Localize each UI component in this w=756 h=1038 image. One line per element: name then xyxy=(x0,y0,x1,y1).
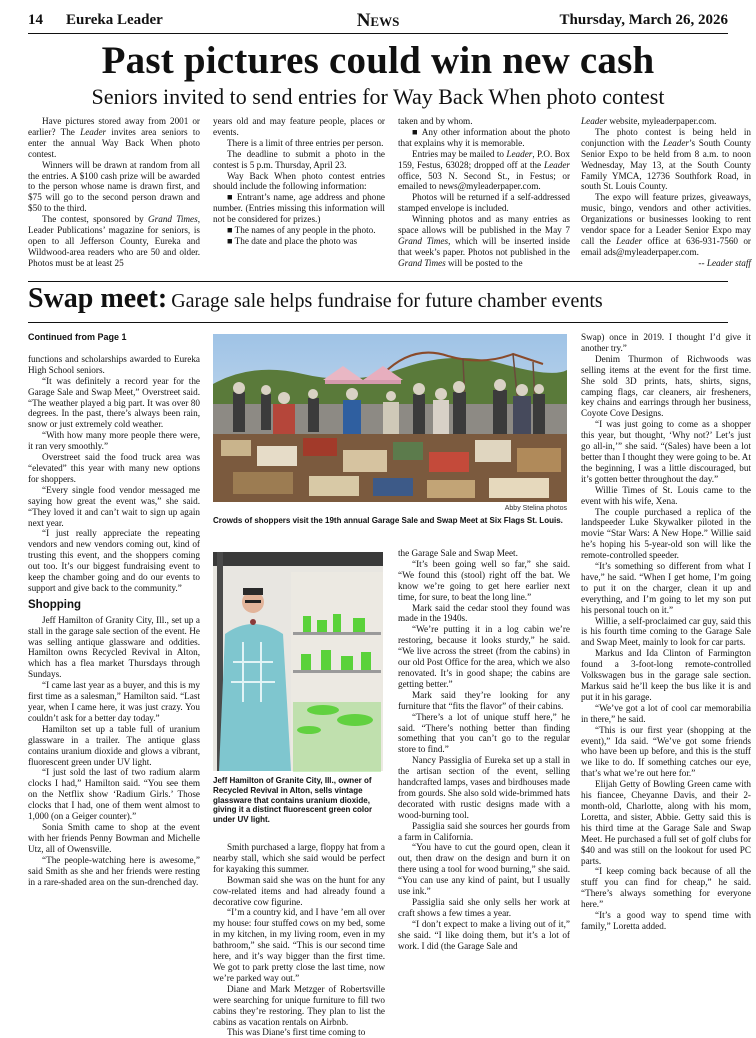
photo2-caption: Jeff Hamilton of Granite City, Ill., owner of Recycled Revival in Alton, sells vintage glassware that contains uranium dioxide, giving it a distinct fluorescent green color under UV light. xyxy=(213,776,373,825)
story-divider xyxy=(28,281,728,282)
story2-headline-text: Garage sale helps fundraise for future chamber events xyxy=(171,290,603,312)
story1-subhead: Seniors invited to send entries for Way Back When photo contest xyxy=(91,84,665,109)
story1-column-1: Have pictures stored away from 2001 or earlier? The Leader invites area seniors to enter the annual Way Back When photo contest. Winners will be drawn at random from all the entries. A $100 cash prize will be awarded to the person whose name is drawn first, and $75 will go to the second person drawn and $50 to the third. The contest, sponsored by Grand Times, Leader Publications’ magazine for seniors, is open to all Jefferson County, Eureka and Wildwood-area readers who are 50 and older. Photos must be at least 25 xyxy=(28,116,201,268)
story2-column-4: Swap) once in 2019. I thought I’d give it another try.” Denim Thurmon of Richwoods was selling items at the event for the first time. She sold 3D prints, hats, shirts, signs, camping flags, car cleaners, air fresheners, key chains and earrings through her business, Coyote Cove Designs. “I was just going to come as a shopper this year, but thought, ‘Why not?’ Let’s just go all-in,’” she said. “(Sales) have been a lot better than I thought they were going to be. At the beginning, I was a little discouraged, but it’s gotten better throughout the day.” Willie Times of St. Louis came to the event with his wife, Xena. The couple purchased a replica of the landspeeder Luke Skywalker piloted in the movie “Star Wars: A New Hope.” Willie said he’s hoping his 5-year-old son will like the remote-controlled speeder. “It’s something so different from what I have,” he said. “When I get home, I’m going to put it on the charger, clean it up and everything, and I’m going to let my son put his personal touch on it.” Willie, a self-proclaimed car guy, said this is his fourth time coming to the Garage Sale and Swap Meet, mainly to look for car parts. Markus and Ida Clinton of Farmington found a 3-foot-long remote-controlled Volkswagen bus in the garage sale section. Markus said he’ll keep the bus like it is and put it in his garage. “We’ve got a lot of cool car memorabilia in there,” he said. “This is our first year (shopping at the event),” Ida said. “We’ve got some friends who have been up before, and this is the stuff we like to do. If something catches our eye, that’s what we’re out here for.” Elijah Getty of Bowling Green came with his fiancee, Cheyanne Davis, and their 2-month-old, Charlotte, along with his mom, Loretta, and sister, Abbie. Getty said this is his third time at the Garage Sale and Swap Meet. He purchased a full set of golf clubs for $40 and was still on the lookout for used PC parts. “I keep coming back because of all the stuff you can find for cheap,” he said. “There’s always something for everyone here.” “It’s a good way to spend time with family,” Loretta added. xyxy=(581,332,751,931)
section-name: News xyxy=(356,10,400,31)
photo1-caption: Crowds of shoppers visit the 19th annual Garage Sale and Swap Meet at Six Flags St. Louis. xyxy=(213,516,563,525)
page-header xyxy=(28,10,728,34)
page-number: 14 xyxy=(28,12,43,28)
story1-column-3: taken and by whom. ■ Any other information about the photo that explains why it is memorable. Entries may be mailed to Leader, P.O. Box 159, Festus, 63028; dropped off at the Leader office, 503 N. Second St., in Festus; or emailed to news@myleaderpaper.com. Photos will be returned if a self-addressed stamped envelope is included. Winning photos and as many entries as space allows will be published in the May 7 Grand Times, which will be inserted inside that week’s paper. Photos not published in the Grand Times will be posted to the xyxy=(398,116,570,268)
story2-headline xyxy=(28,283,603,315)
story2-column-2: Smith purchased a large, floppy hat from a nearby stall, which she said would be perfect for kayaking this summer. Bowman said she was on the hunt for any cow-related items and had already found a decorative cow figurine. “I’m a country kid, and I have ’em all over my house: four stuffed cows on my bed, some in my kitchen, in my living room, even in my bathroom,” she said. “This is our second time here, and it’s way bigger than the first time. We got to park pretty close the last time, now we’re parked way out.” Diane and Mark Metzger of Robertsville were searching for unique furniture to fill two cabins they’re restoring. They plan to list the cabins as vacation rentals on Airbnb. This was Diane’s first time coming to xyxy=(213,842,385,1038)
swap-meet-crowd-photo xyxy=(213,334,567,502)
paper-name: Eureka Leader xyxy=(66,12,163,28)
story1-headline: Past pictures could win new cash xyxy=(101,39,655,82)
issue-date: Thursday, March 26, 2026 xyxy=(559,12,728,28)
hamilton-glassware-photo xyxy=(213,552,383,771)
photo-credit: Abby Stelina photos xyxy=(504,505,567,512)
story2-headline-kicker: Swap meet: xyxy=(28,283,168,314)
story2-column-1: Continued from Page 1 functions and scholarships awarded to Eureka High School seniors. “It was definitely a record year for the Garage Sale and Swap Meet,” Overstreet said. “The weather played a big part. It was over 80 degrees. In the past, there’s always been rain, snow or just extremely cold weather. “With how many more people there were, it ran very smoothly.” Overstreet said the food truck area was “elevated” this year with many new options for shoppers. “Every single food vendor messaged me saying how great the event was,” she said. “They loved it and can’t wait to sign up again next year. “I just really appreciate the repeating vendors and new vendors coming out, kind of trusting this event, and the shoppers coming out too. It’s our biggest fundraising event to keep the chamber going and do our events to support and give back to the community.” Shopping Jeff Hamilton of Granity City, Ill., set up a stall in the garage sale section of the event. He was selling antique glassware and oddities. Hamilton owns Recycled Revival in Alton, which has a flea market Thursdays through Sundays. “I came last year as a buyer, and this is my first time as a salesman,” Hamilton said. “Last year, when I came here, it was just crazy. You couldn’t ask for a better day today.” Hamilton set up a table full of uranium glassware in a trailer. The antique glass contains uranium dioxide and glows a vibrant, fluorescent green under UV light. “I just sold the last of two radium alarm clocks I had,” Hamilton said. “You see them on the Netflix show ‘Radium Girls.’ Those clocks that I had, one of them went almost to 1,000 (on a Geiger counter).” Sonia Smith came to shop at the event with her friends Penny Bowman and Michelle Utz, all of Owensville. “The people-watching here is awesome,” said Smith as she and her friends were resting in a rare-shaded area on the sun-drenched day. xyxy=(28,332,200,887)
story2-rule xyxy=(28,322,728,323)
story2-column-3: the Garage Sale and Swap Meet. “It’s been going well so far,” she said. “We found this (stool) right off the bat. We know we’re going to get here earlier next time, for sure, to beat the long line.” Mark said the cedar stool they found was made in the 1940s. “We’re putting it in a log cabin we’re restoring, because it looks sturdy,” he said. “We live across the street (from the cabins) in our old Post Office for the area, which we also renovated. It’s in good shape; the cabins are getting better.” Mark said they’re looking for any furniture that “fits the flavor” of their cabins. “There’s a lot of unique stuff here,” he said. “There’s nothing better than finding something that you can’t go to the regular store to find.” Nancy Passiglia of Eureka set up a stall in the artisan section of the event, selling handcrafted lamps, vases and birdhouses made from gourds. She also sold wide-brimmed hats decorated with rustic designs made with a wood-burning tool. Passiglia said she sources her gourds from a farm in California. “You have to cut the gourd open, clean it out, then draw on the design and burn it on there using a tool for wood burning,” she said. “You can use any kind of paint, but I usually use ink.” Passiglia said she only sells her work at craft shows a few times a year. “I don’t expect to make a living out of it,” she said. “I like doing them, but it’s a lot of work. I did (the Garage Sale and xyxy=(398,548,570,951)
story1-column-2: years old and may feature people, places or events. There is a limit of three entries per person. The deadline to submit a photo in the contest is 5 p.m. Thursday, April 23. Way Back When photo contest entries should include the following information: ■ Entrant’s name, age address and phone number. (Entries missing this information will not be considered for prizes.) ■ The names of any people in the photo. ■ The date and place the photo was xyxy=(213,116,385,246)
story1-column-4: Leader website, myleaderpaper.com. The photo contest is being held in conjunction with the Leader’s South County Senior Expo to be held from 8 a.m. to noon Wednesday, May 13, at the South County Family YMCA, 12736 Southfork Road, in south St. Louis County. The expo will feature prizes, giveaways, music, bingo, vendors and other activities. Organizations or businesses looking to rent vendor space for a Leader Senior Expo may call the Leader office at 636-931-7560 or email ads@myleaderpaper.com. -- Leader staff xyxy=(581,116,751,268)
